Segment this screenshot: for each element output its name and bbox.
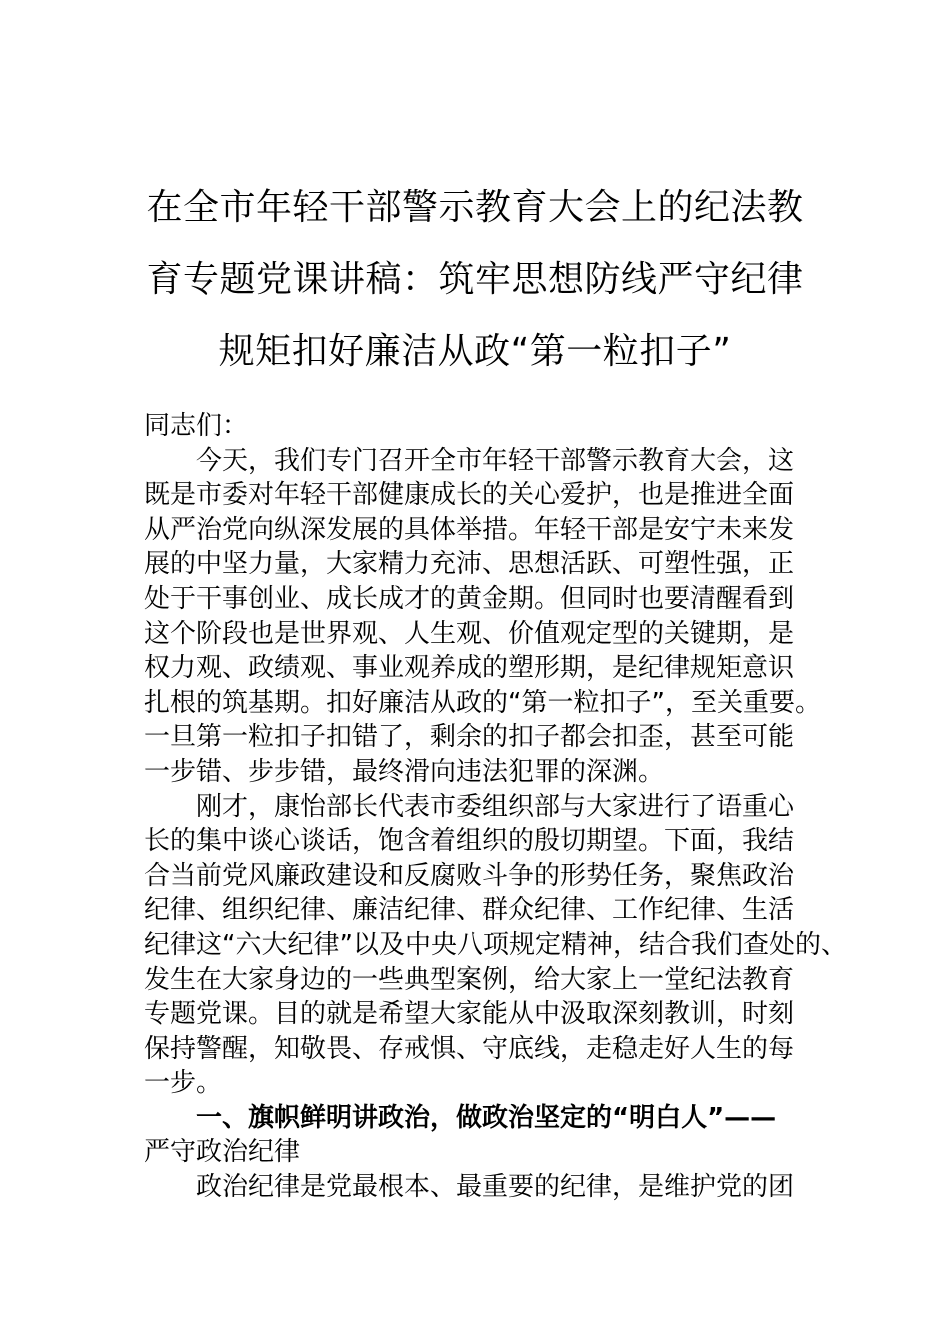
paragraph-line: 既是市委对年轻干部健康成长的关心爱护，也是推进全面 [144,480,795,511]
paragraph-line: 从严治党向纵深发展的具体举措。年轻干部是安宁未来发 [144,514,795,545]
section-heading-continuation: 严守政治纪律 [144,1137,301,1168]
section-heading: 一、旗帜鲜明讲政治，做政治坚定的“明白人”—— [144,1102,777,1133]
paragraph-line: 政治纪律是党最根本、最重要的纪律，是维护党的团 [144,1172,795,1203]
paragraph-line: 合当前党风廉政建设和反腐败斗争的形势任务，聚焦政治 [144,860,795,891]
title-line: 规矩扣好廉洁从政“第一粒扣子” [218,331,732,372]
paragraph-line: 刚才，康怡部长代表市委组织部与大家进行了语重心 [144,791,795,822]
paragraph-line: 展的中坚力量，大家精力充沛、思想活跃、可塑性强，正 [144,549,795,580]
title-line: 育专题党课讲稿：筑牢思想防线严守纪律 [146,259,804,300]
salutation: 同志们： [144,411,249,441]
paragraph-line: 今天，我们专门召开全市年轻干部警示教育大会，这 [144,445,795,476]
paragraph-line: 扎根的筑基期。扣好廉洁从政的“第一粒扣子”，至关重要。 [144,687,821,718]
paragraph-line: 发生在大家身边的一些典型案例，给大家上一堂纪法教育 [144,964,795,995]
paragraph-line: 处于干事创业、成长成才的黄金期。但同时也要清醒看到 [144,583,795,614]
paragraph-line: 长的集中谈心谈话，饱含着组织的殷切期望。下面，我结 [144,826,795,857]
document-body [144,409,847,1205]
paragraph-line: 纪律、组织纪律、廉洁纪律、群众纪律、工作纪律、生活 [144,895,795,926]
paragraph-line: 保持警醒，知敬畏、存戒惧、守底线，走稳走好人生的每 [144,1033,795,1064]
paragraph-line: 这个阶段也是世界观、人生观、价值观定型的关键期，是 [144,618,795,649]
paragraph-line: 一步。 [144,1068,223,1099]
paragraph-line: 权力观、政绩观、事业观养成的塑形期，是纪律规矩意识 [144,653,795,684]
paragraph-line: 一步错、步步错，最终滑向违法犯罪的深渊。 [144,756,665,787]
paragraph-line: 一旦第一粒扣子扣错了，剩余的扣子都会扣歪，甚至可能 [144,722,795,753]
paragraph-line: 专题党课。目的就是希望大家能从中汲取深刻教训，时刻 [144,999,795,1030]
title-line: 在全市年轻干部警示教育大会上的纪法教 [146,187,804,228]
paragraph-line: 纪律这“六大纪律”以及中央八项规定精神，结合我们查处的、 [144,929,847,960]
document-title [140,172,810,388]
